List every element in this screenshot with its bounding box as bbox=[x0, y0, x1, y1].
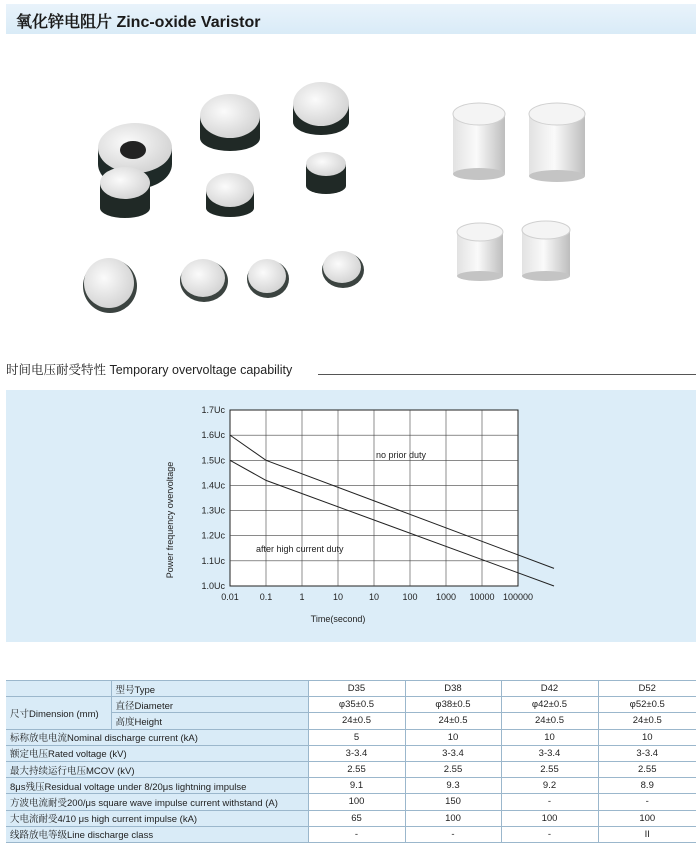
cell: 24±0.5 bbox=[308, 713, 405, 729]
model-header: D38 bbox=[405, 681, 501, 697]
series-label-after-high-current-duty: after high current duty bbox=[256, 544, 344, 554]
thin-disc-photo bbox=[180, 259, 228, 302]
cylinder-photo bbox=[522, 221, 570, 281]
model-header: D35 bbox=[308, 681, 405, 697]
dimension-label: 尺寸Dimension (mm) bbox=[6, 697, 111, 729]
thin-disc-photo bbox=[322, 251, 364, 288]
cell: 10 bbox=[405, 729, 501, 745]
table-row bbox=[6, 761, 696, 777]
row-label: 大电流耐受4/10 μs high current impulse (kA) bbox=[6, 810, 308, 826]
cell: 10 bbox=[501, 729, 598, 745]
height-label: 高度Height bbox=[111, 713, 308, 729]
table-row bbox=[6, 729, 696, 745]
cell: - bbox=[308, 826, 405, 842]
cell: 150 bbox=[405, 794, 501, 810]
disc-photo bbox=[293, 82, 349, 135]
model-header: D42 bbox=[501, 681, 598, 697]
y-tick-label: 1.1Uc bbox=[201, 555, 225, 566]
row-label: 标称放电电流Nominal discharge current (kA) bbox=[6, 729, 308, 745]
cell: 9.2 bbox=[501, 778, 598, 794]
cell: - bbox=[501, 794, 598, 810]
disc-photo bbox=[200, 94, 260, 151]
spec-table bbox=[6, 680, 696, 843]
section-divider bbox=[318, 374, 696, 375]
disc-photo bbox=[100, 167, 150, 218]
y-tick-labels bbox=[201, 405, 225, 591]
cylinder-photo bbox=[453, 103, 505, 180]
y-tick-label: 1.3Uc bbox=[201, 505, 225, 516]
thin-disc-photo bbox=[247, 259, 289, 298]
table-row bbox=[6, 745, 696, 761]
x-tick-label: 100000 bbox=[502, 592, 534, 602]
title-bar bbox=[6, 4, 696, 34]
row-label: 8μs残压Residual voltage under 8/20μs lightning impulse bbox=[6, 778, 308, 794]
overvoltage-chart bbox=[6, 390, 696, 642]
cell: 65 bbox=[308, 810, 405, 826]
cell: 3-3.4 bbox=[405, 745, 501, 761]
diameter-label: 直径Diameter bbox=[111, 697, 308, 713]
table-row bbox=[6, 778, 696, 794]
series-label-no-prior-duty: no prior duty bbox=[376, 450, 427, 460]
type-header: 型号Type bbox=[111, 681, 308, 697]
cell: 9.1 bbox=[308, 778, 405, 794]
disc-photo bbox=[306, 152, 346, 194]
row-label: 最大持续运行电压MCOV (kV) bbox=[6, 761, 308, 777]
y-tick-label: 1.0Uc bbox=[201, 581, 225, 591]
x-tick-label: 1000 bbox=[435, 592, 457, 602]
cell: II bbox=[598, 826, 696, 842]
thin-disc-photo bbox=[83, 258, 137, 313]
cell: 24±0.5 bbox=[405, 713, 501, 729]
cell: 9.3 bbox=[405, 778, 501, 794]
cell: 3-3.4 bbox=[308, 745, 405, 761]
cell: 3-3.4 bbox=[598, 745, 696, 761]
chart-panel bbox=[6, 390, 696, 642]
cell: 2.55 bbox=[501, 761, 598, 777]
table-row bbox=[6, 697, 696, 713]
cell: 100 bbox=[405, 810, 501, 826]
cell: 100 bbox=[501, 810, 598, 826]
cell: φ42±0.5 bbox=[501, 697, 598, 713]
x-tick-label: 10 bbox=[332, 592, 344, 602]
cell: - bbox=[405, 826, 501, 842]
y-tick-label: 1.6Uc bbox=[201, 430, 225, 441]
x-tick-label: 100 bbox=[402, 592, 418, 602]
cell: 2.55 bbox=[598, 761, 696, 777]
cell: 10 bbox=[598, 729, 696, 745]
model-header: D52 bbox=[598, 681, 696, 697]
cell: 100 bbox=[598, 810, 696, 826]
cell: 100 bbox=[308, 794, 405, 810]
cell: 2.55 bbox=[308, 761, 405, 777]
cylinder-photo bbox=[529, 103, 585, 182]
cell: 5 bbox=[308, 729, 405, 745]
x-tick-labels bbox=[221, 592, 533, 602]
table-row bbox=[6, 826, 696, 842]
disc-photo bbox=[206, 173, 254, 217]
section-heading: 时间电压耐受特性 Temporary overvoltage capability bbox=[6, 363, 293, 377]
cell: - bbox=[501, 826, 598, 842]
y-tick-label: 1.2Uc bbox=[201, 530, 225, 541]
page-title: 氧化锌电阻片 Zinc-oxide Varistor bbox=[16, 14, 261, 31]
x-tick-label: 0.1 bbox=[259, 592, 273, 602]
row-label: 额定电压Rated voltage (kV) bbox=[6, 745, 308, 761]
cell: 24±0.5 bbox=[501, 713, 598, 729]
x-tick-label: 0.01 bbox=[221, 592, 239, 602]
table-row bbox=[6, 794, 696, 810]
y-tick-label: 1.7Uc bbox=[201, 405, 225, 415]
cell: φ35±0.5 bbox=[308, 697, 405, 713]
cell: 24±0.5 bbox=[598, 713, 696, 729]
cylinder-photo bbox=[457, 223, 503, 281]
cell: 2.55 bbox=[405, 761, 501, 777]
x-tick-label: 1 bbox=[299, 592, 305, 602]
y-tick-label: 1.4Uc bbox=[201, 480, 225, 491]
chart-grid bbox=[230, 410, 518, 586]
cell: - bbox=[598, 794, 696, 810]
x-axis-label: Time(second) bbox=[310, 614, 366, 624]
row-label: 方波电流耐受200/μs square wave impulse current withstand (A) bbox=[6, 794, 308, 810]
cell: φ52±0.5 bbox=[598, 697, 696, 713]
product-photos bbox=[0, 36, 700, 336]
cell: 3-3.4 bbox=[501, 745, 598, 761]
x-tick-label: 10000 bbox=[469, 592, 495, 602]
cell: 8.9 bbox=[598, 778, 696, 794]
x-tick-label: 10 bbox=[368, 592, 380, 602]
table-header-row bbox=[6, 681, 696, 697]
table-row bbox=[6, 810, 696, 826]
y-tick-label: 1.5Uc bbox=[201, 455, 225, 466]
row-label: 线路放电等级Line discharge class bbox=[6, 826, 308, 842]
cell: φ38±0.5 bbox=[405, 697, 501, 713]
y-axis-label: Power frequency overvoltage bbox=[165, 461, 175, 579]
